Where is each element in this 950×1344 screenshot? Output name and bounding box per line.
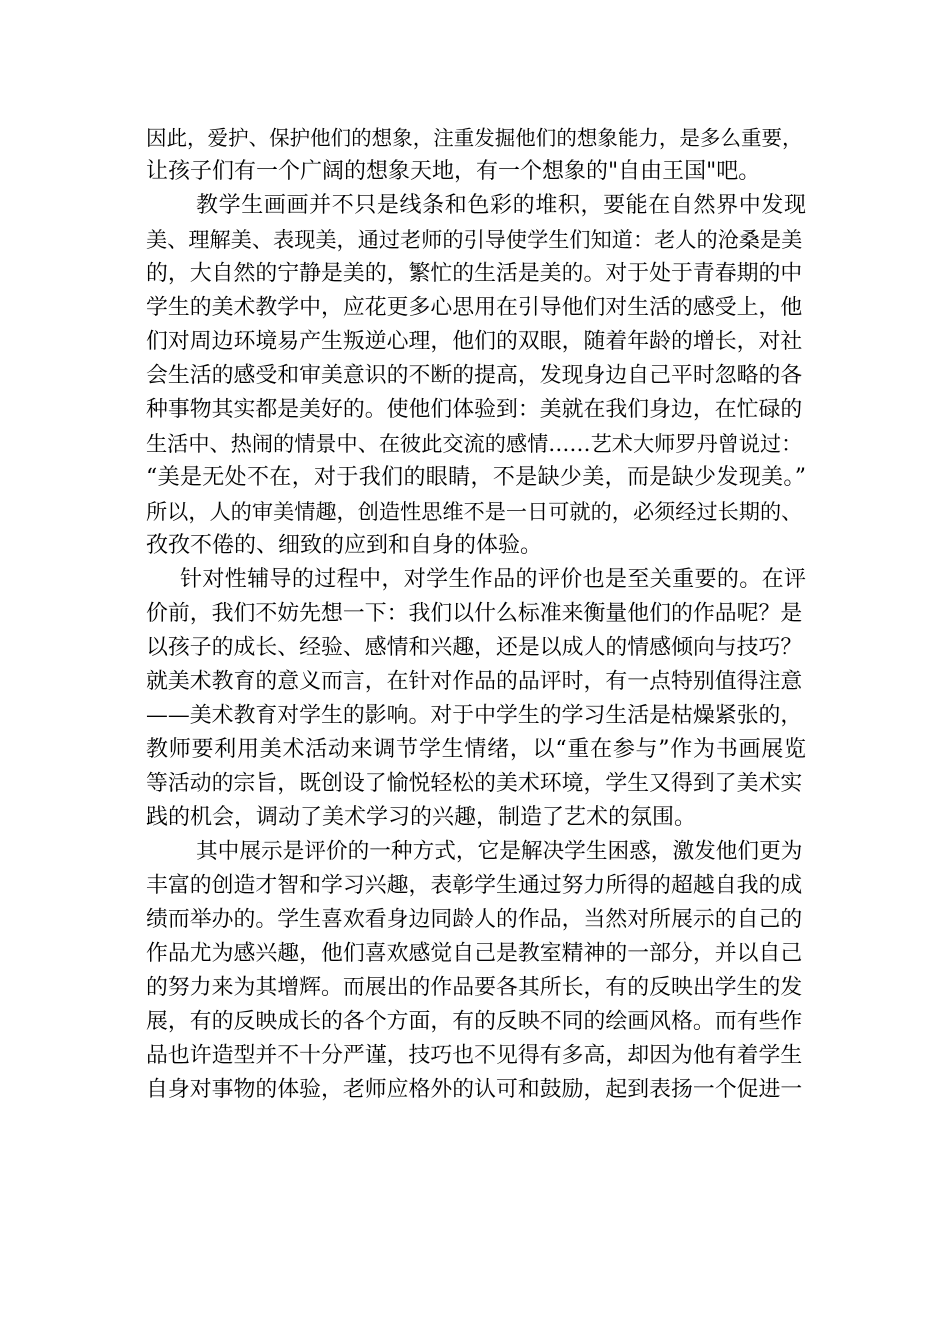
text-line: 的努力来为其增辉。而展出的作品要各其所长，有的反映出学生的发 (146, 975, 803, 1000)
text-line: 让孩子们有一个广阔的想象天地，有一个想象的"自由王国"吧。 (146, 159, 761, 184)
text-line: 因此，爱护、保护他们的想象，注重发掘他们的想象能力，是多么重要， (146, 126, 803, 150)
text-line: ——美术教育对学生的影响。对于中学生的学习生活是枯燥紧张的， (146, 703, 803, 728)
text-line: 的，大自然的宁静是美的，繁忙的生活是美的。对于处于青春期的中 (146, 261, 803, 286)
text-line: 其中展示是评价的一种方式，它是解决学生困惑，激发他们更为 (196, 839, 803, 864)
text-line: 们对周边环境易产生叛逆心理，他们的双眼，随着年龄的增长，对社 (146, 329, 803, 354)
text-line: 美、理解美、表现美，通过老师的引导使学生们知道：老人的沧桑是美 (146, 227, 803, 252)
text-line: 践的机会，调动了美术学习的兴趣，制造了艺术的氛围。 (146, 805, 697, 830)
text-line: 品也许造型并不十分严谨，技巧也不见得有多高，却因为他有着学生 (146, 1043, 803, 1068)
text-line: 所以，人的审美情趣，创造性思维不是一日可就的，必须经过长期的、 (146, 499, 803, 524)
text-line: 生活中、热闹的情景中、在彼此交流的感情……艺术大师罗丹曾说过： (146, 431, 803, 456)
text-line: 以孩子的成长、经验、感情和兴趣，还是以成人的情感倾向与技巧？ (146, 635, 803, 660)
document-body (146, 121, 806, 1107)
paragraph-3 (146, 563, 806, 835)
text-line: 等活动的宗旨，既创设了愉悦轻松的美术环境，学生又得到了美术实 (146, 771, 803, 796)
text-line: 价前，我们不妨先想一下：我们以什么标准来衡量他们的作品呢？是 (146, 601, 803, 626)
text-line: 针对性辅导的过程中，对学生作品的评价也是至关重要的。在评 (180, 567, 807, 592)
paragraph-1 (146, 121, 806, 189)
text-line: 学生的美术教学中，应花更多心思用在引导他们对生活的感受上，他 (146, 295, 803, 320)
paragraph-4 (146, 835, 806, 1107)
text-line: 丰富的创造才智和学习兴趣，表彰学生通过努力所得的超越自我的成 (146, 873, 803, 898)
text-line: 自身对事物的体验，老师应格外的认可和鼓励，起到表扬一个促进一 (146, 1077, 803, 1102)
text-line: 种事物其实都是美好的。使他们体验到：美就在我们身边，在忙碌的 (146, 397, 803, 422)
text-line: 教学生画画并不只是线条和色彩的堆积，要能在自然界中发现 (196, 193, 807, 218)
text-line: 会生活的感受和审美意识的不断的提高，发现身边自己平时忽略的各 (146, 363, 803, 388)
text-line: “美是无处不在，对于我们的眼睛，不是缺少美，而是缺少发现美。” (146, 465, 807, 490)
text-line: 绩而举办的。学生喜欢看身边同龄人的作品，当然对所展示的自己的 (146, 907, 803, 932)
paragraph-2 (146, 189, 806, 563)
text-line: 就美术教育的意义而言，在针对作品的品评时，有一点特别值得注意 (146, 669, 803, 694)
text-line: 作品尤为感兴趣，他们喜欢感觉自己是教室精神的一部分，并以自己 (146, 941, 803, 966)
text-line: 孜孜不倦的、细致的应到和自身的体验。 (146, 533, 543, 558)
text-line: 展，有的反映成长的各个方面，有的反映不同的绘画风格。而有些作 (146, 1009, 803, 1034)
text-line: 教师要利用美术活动来调节学生情绪，以“重在参与”作为书画展览 (146, 737, 807, 762)
